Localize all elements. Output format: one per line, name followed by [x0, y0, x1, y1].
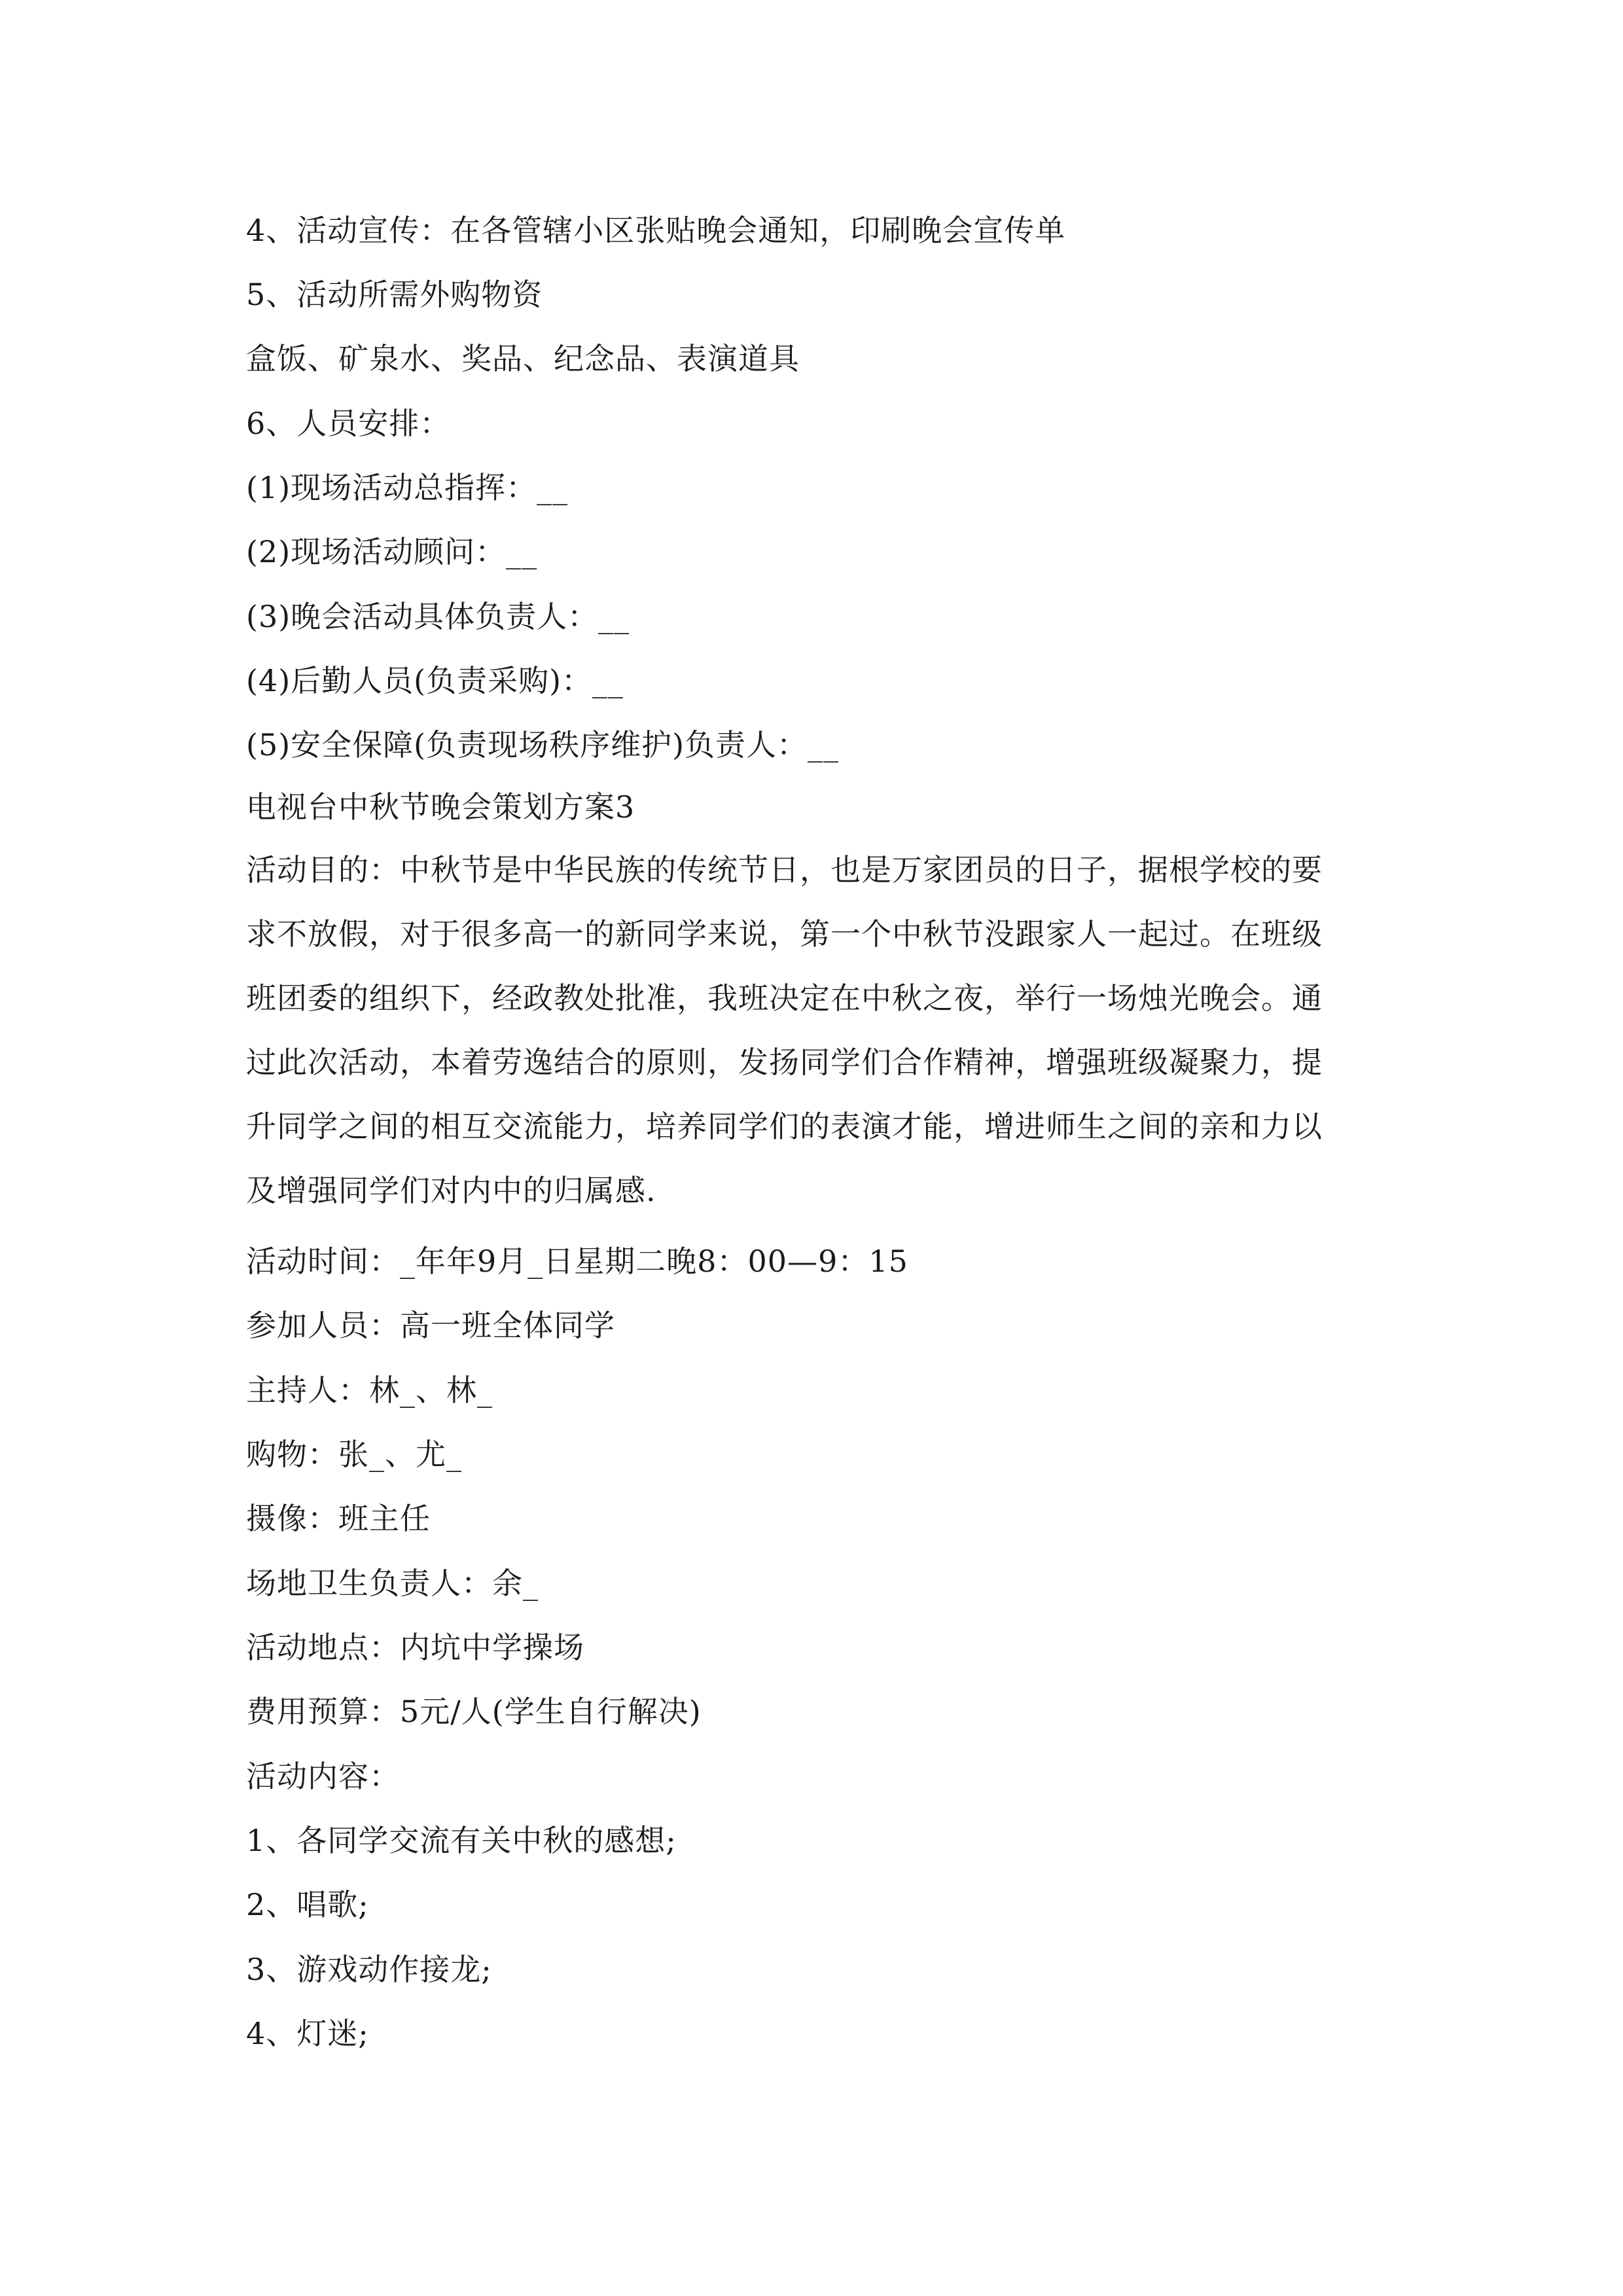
section-title: 电视台中秋节晚会策划方案3 — [246, 789, 635, 825]
purpose-line: 过此次活动，本着劳逸结合的原则，发扬同学们合作精神，增强班级凝聚力，提 — [246, 1045, 1323, 1080]
hosts: 主持人：林_、林_ — [246, 1372, 493, 1408]
participants: 参加人员：高一班全体同学 — [246, 1308, 615, 1343]
content-item: 4、灯迷; — [246, 2016, 369, 2051]
content-item: 3、游戏动作接龙; — [246, 1952, 492, 1987]
photography: 摄像：班主任 — [246, 1501, 431, 1536]
materials-list: 盒饭、矿泉水、奖品、纪念品、表演道具 — [246, 341, 800, 376]
materials-heading: 5、活动所需外购物资 — [246, 277, 543, 312]
purpose-paragraph — [246, 838, 1398, 1223]
staff-advisor: (2)现场活动顾问：__ — [246, 534, 538, 569]
purpose-line: 班团委的组织下，经政教处批准，我班决定在中秋之夜，举行一场烛光晚会。通 — [246, 980, 1323, 1016]
staff-event-lead: (3)晚会活动具体负责人：__ — [246, 599, 630, 634]
budget: 费用预算：5元/人(学生自行解决) — [246, 1694, 702, 1729]
content-item: 1、各同学交流有关中秋的感想; — [246, 1823, 677, 1858]
venue-location: 活动地点：内坑中学操场 — [246, 1630, 584, 1665]
publicity-item: 4、活动宣传：在各管辖小区张贴晚会通知，印刷晚会宣传单 — [246, 213, 1066, 248]
purpose-line: 求不放假，对于很多高一的新同学来说，第一个中秋节没跟家人一起过。在班级 — [246, 916, 1323, 952]
staff-security: (5)安全保障(负责现场秩序维护)负责人：__ — [246, 727, 840, 762]
event-time: 活动时间：_年年9月_日星期二晚8：00—9：15 — [246, 1244, 908, 1279]
staff-logistics: (4)后勤人员(负责采购)：__ — [246, 663, 624, 698]
content-item: 2、唱歌; — [246, 1887, 369, 1922]
content-heading: 活动内容： — [246, 1759, 400, 1794]
venue-hygiene: 场地卫生负责人：余_ — [246, 1566, 539, 1601]
purpose-line: 及增强同学们对内中的归属感. — [246, 1173, 656, 1208]
purpose-line: 活动目的：中秋节是中华民族的传统节日，也是万家团员的日子，据根学校的要 — [246, 852, 1323, 888]
shopping: 购物：张_、尤_ — [246, 1437, 462, 1472]
staffing-heading: 6、人员安排： — [246, 406, 451, 441]
purpose-line: 升同学之间的相互交流能力，培养同学们的表演才能，增进师生之间的亲和力以 — [246, 1109, 1323, 1144]
staff-commander: (1)现场活动总指挥：__ — [246, 470, 569, 505]
